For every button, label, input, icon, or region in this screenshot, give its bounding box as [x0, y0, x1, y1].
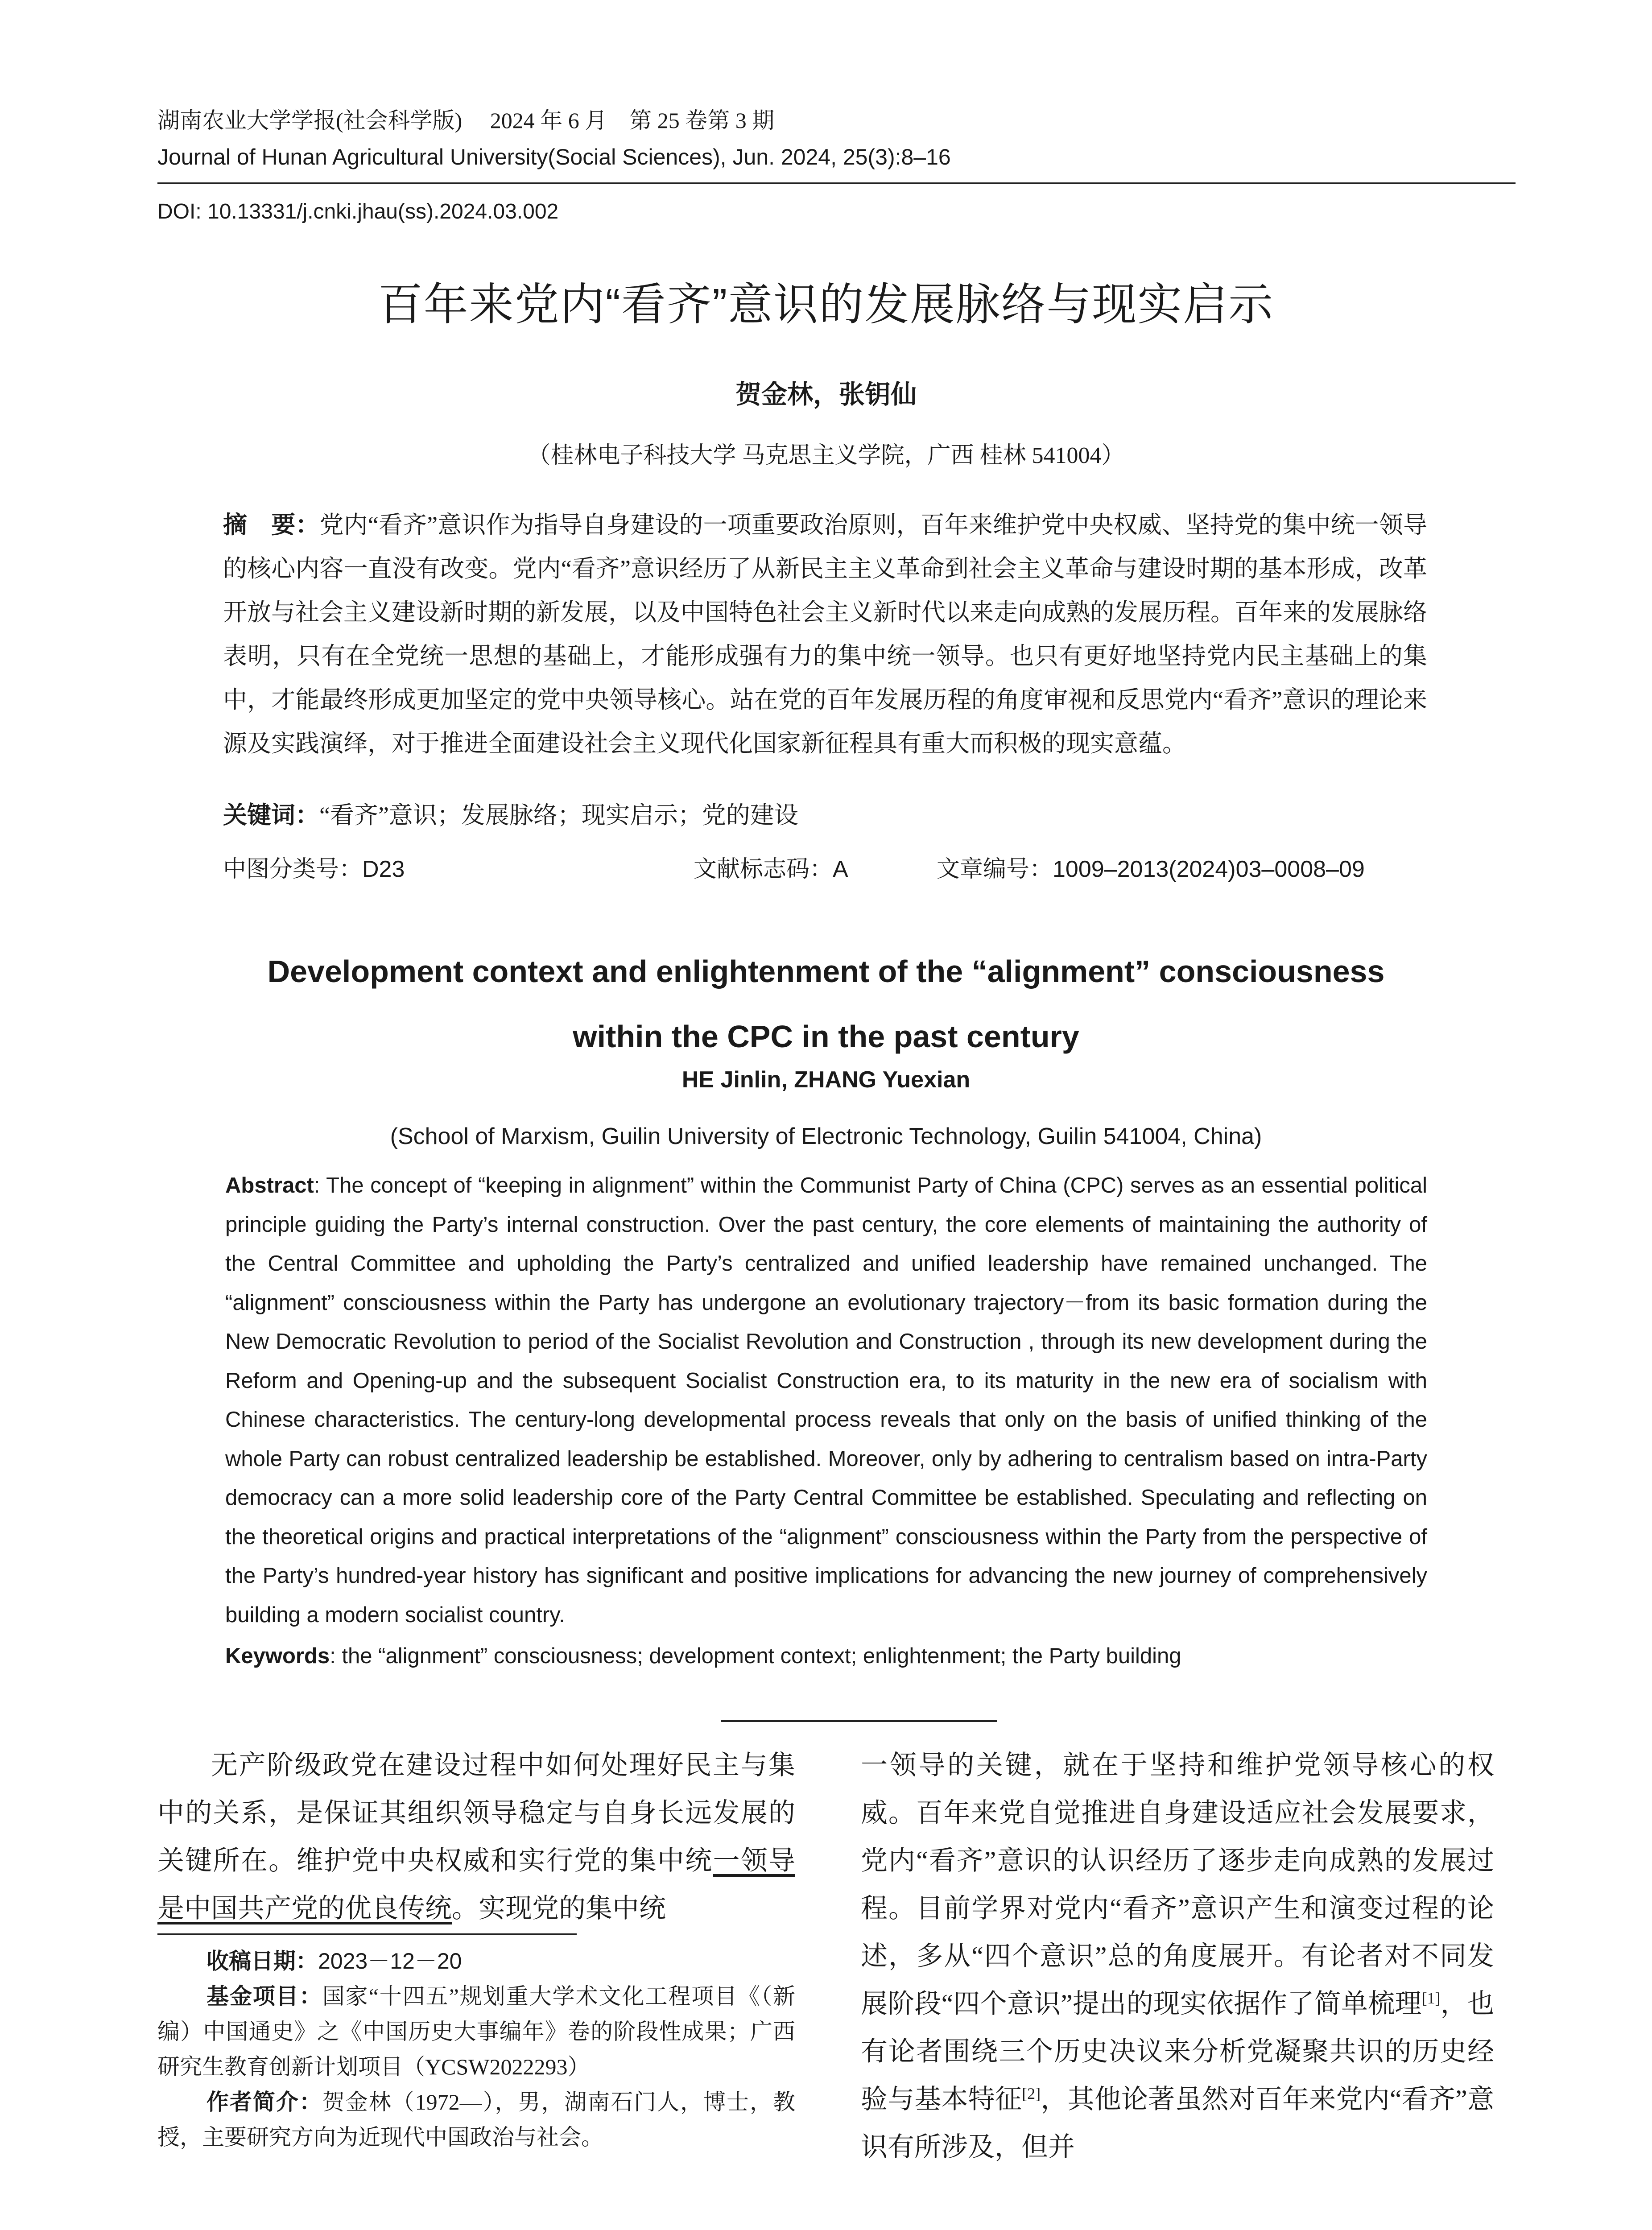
document-code: 文献标志码：A — [694, 856, 848, 882]
authors-en: HE Jinlin, ZHANG Yuexian — [681, 1067, 971, 1093]
keywords-cn-text: “看齐”意识；发展脉络；现实启示；党的建设 — [319, 802, 798, 829]
received-date: 2023－12－20 — [318, 1949, 462, 1974]
body-left-text-b: 。实现党的集中统 — [452, 1894, 666, 1923]
journal-header-en: Journal of Hunan Agricultural University(Social Sciences), Jun. 2024, 25(3):8–16 — [157, 145, 951, 169]
received-label: 收稿日期： — [206, 1949, 318, 1974]
paper-title-cn: 百年来党内“看齐”意识的发展脉络与现实启示 — [378, 280, 1274, 330]
body-column-right — [861, 1742, 1494, 2171]
footnote-fund — [157, 1979, 795, 2085]
citation-ref-2[interactable]: [2] — [1022, 2085, 1041, 2102]
paper-title-en: Development context and enlightenment of the “alignment” consciousness within the CPC in the past century — [267, 954, 1385, 1054]
keywords-en-label: Keywords — [225, 1644, 330, 1668]
affiliation-cn: （桂林电子科技大学 马克思主义学院，广西 桂林 541004） — [527, 443, 1125, 468]
footnote-divider — [157, 1933, 577, 1935]
body-left-underlined: 一领导是中国共产党的优良传统 — [157, 1846, 795, 1923]
keywords-cn-label: 关键词： — [223, 802, 319, 829]
body-right-text-b: ，也有论者围绕三个历史决议来分析党凝聚共识的历史经验与基本特征 — [861, 1989, 1495, 2114]
body-left-text-a: 无产阶级政党在建设过程中如何处理好民主与集中的关系，是保证其组织领导稳定与自身长远发展的关键所在。维护党中央权威和实行党的集中统 — [157, 1751, 795, 1875]
article-number: 文章编号：1009–2013(2024)03–0008–09 — [937, 856, 1365, 882]
section-divider — [721, 1720, 997, 1722]
abstract-cn-label: 摘 要： — [223, 512, 320, 538]
fund-label: 基金项目： — [206, 1984, 322, 2009]
body-column-left — [157, 1742, 795, 1933]
header-divider — [157, 182, 1516, 184]
abstract-en-text: : The concept of “keeping in alignment” within the Communist Party of China (CPC) serves as an essential political principle guiding the Party’s internal construction. Over the past century, the core elements of maintaining the authority of the Central Committee and upholding the Party’s centralized and unified leadership have remained unchanged. The “alignment” consciousness within the Party has undergone an evolutionary trajectory－from its basic formation during the New Democratic Revolution to period of the Socialist Revolution and Construction , through its new development during the Reform and Opening-up and the subsequent Socialist Construction era, to its maturity in the new era of socialism with Chinese characteristics. The century-long developmental process reveals that only on the basis of unified thinking of the whole Party can robust centralized leadership be established. Moreover, only by adhering to centralism based on intra-Party democracy can a more solid leadership core of the Party Central Committee be established. Speculating and reflecting on the theoretical origins and practical interpretations of the “alignment” consciousness within the Party from the perspective of the Party’s hundred-year history has significant and positive implications for advancing the new journey of comprehensively building a modern socialist country. — [225, 1173, 1427, 1627]
doi-line: DOI: 10.13331/j.cnki.jhau(ss).2024.03.002 — [157, 200, 559, 223]
body-right-text-c: ，其他论著虽然对百年来党内“看齐”意识有所涉及，但并 — [861, 2085, 1494, 2162]
authors-cn: 贺金林，张钥仙 — [735, 380, 917, 409]
author-text: 贺金林（1972—），男，湖南石门人，博士，教授，主要研究方向为近现代中国政治与社会。 — [157, 2090, 796, 2150]
abstract-cn-text: 党内“看齐”意识作为指导自身建设的一项重要政治原则，百年来维护党中央权威、坚持党的集中统一领导的核心内容一直没有改变。党内“看齐”意识经历了从新民主主义革命到社会主义革命与建设时期的基本形成，改革开放与社会主义建设新时期的新发展，以及中国特色社会主义新时代以来走向成熟的发展历程。百年来的发展脉络表明，只有在全党统一思想的基础上，才能形成强有力的集中统一领导。也只有更好地坚持党内民主基础上的集中，才能最终形成更加坚定的党中央领导核心。站在党的百年发展历程的角度审视和反思党内“看齐”意识的理论来源及实践演绎，对于推进全面建设社会主义现代化国家新征程具有重大而积极的现实意蕴。 — [223, 512, 1428, 757]
fund-text: 国家“十四五”规划重大学术文化工程项目《（新编）中国通史》之《中国历史大事编年》卷的阶段性成果；广西研究生教育创新计划项目（YCSW2022293） — [157, 1984, 795, 2079]
abstract-en — [225, 1166, 1427, 1635]
footnotes — [157, 1944, 795, 2155]
body-right-text-a: 一领导的关键，就在于坚持和维护党领导核心的权威。百年来党自觉推进自身建设适应社会发展要求，党内“看齐”意识的认识经历了逐步走向成熟的发展过程。目前学界对党内“看齐”意识产生和演变过程的论述，多从“四个意识”总的角度展开。有论者对不同发展阶段“四个意识”提出的现实依据作了简单梳理 — [861, 1751, 1494, 2019]
affiliation-en: (School of Marxism, Guilin University of Electronic Technology, Guilin 541004, China) — [390, 1123, 1262, 1149]
keywords-en-text: : the “alignment” consciousness; development context; enlightenment; the Party building — [330, 1644, 1181, 1668]
abstract-en-label: Abstract — [225, 1173, 314, 1198]
citation-ref-1[interactable]: [1] — [1421, 1989, 1441, 2007]
clc-number: 中图分类号：D23 — [223, 856, 405, 882]
footnote-received — [157, 1944, 795, 1979]
keywords-en — [225, 1641, 1427, 1671]
journal-header-cn: 湖南农业大学学报(社会科学版) 2024 年 6 月 第 25 卷第 3 期 — [157, 108, 775, 133]
footnote-author — [157, 2085, 795, 2155]
author-label: 作者简介： — [206, 2090, 322, 2114]
abstract-cn — [223, 503, 1427, 765]
keywords-cn — [223, 800, 1427, 831]
